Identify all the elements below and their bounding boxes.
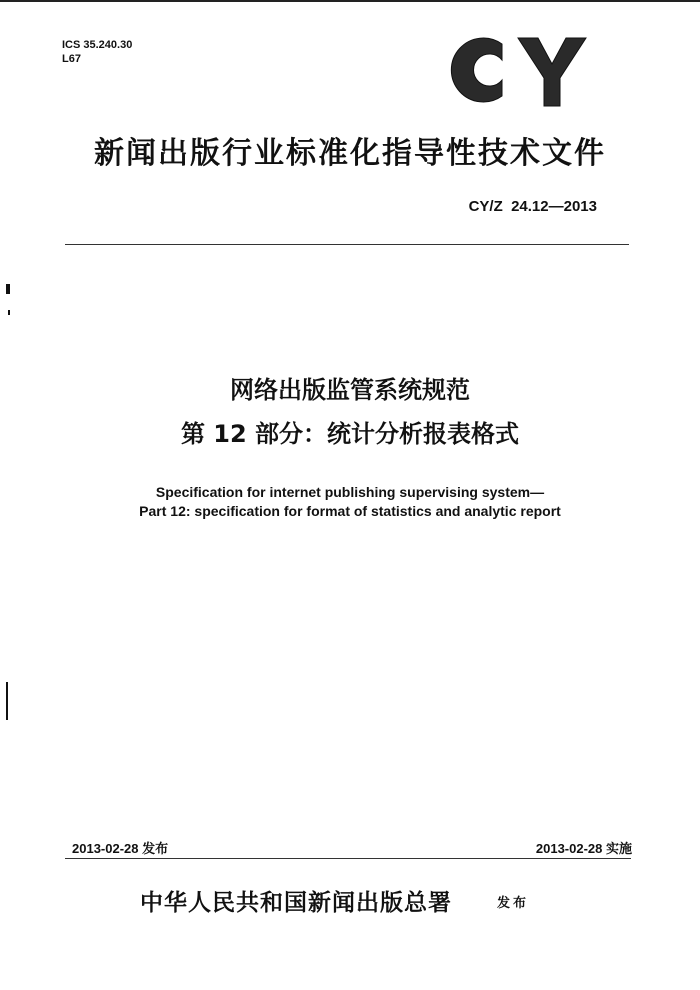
title-english-part: Part 12: specification for format of statistics and analytic report — [139, 503, 561, 519]
document-series-title: 新闻出版行业标准化指导性技术文件 — [94, 136, 606, 171]
title-chinese-part: 第 12 部分：统计分析报表格式 — [180, 420, 520, 448]
issuing-authority: 中华人民共和国新闻出版总署 — [140, 889, 452, 916]
classification-codes — [62, 38, 132, 66]
top-border — [0, 0, 700, 2]
standard-number: CY/Z 24.12—2013 — [468, 198, 597, 215]
scan-artifact — [6, 284, 10, 294]
release-date: 2013-02-28 发布 — [72, 841, 169, 856]
footer-divider — [65, 858, 631, 859]
ics-code: ICS 35.240.30 — [62, 39, 133, 51]
issuer-action-label: 发布 — [497, 896, 530, 911]
implementation-date: 2013-02-28 实施 — [535, 841, 632, 856]
header-divider — [65, 244, 629, 245]
cy-logo — [440, 30, 590, 110]
scan-artifact — [6, 682, 8, 720]
title-english-main: Specification for internet publishing supervising system— — [155, 484, 545, 500]
scan-artifact — [8, 310, 10, 315]
cy-logo-mark — [440, 30, 590, 110]
ccs-code: L67 — [62, 53, 81, 65]
title-chinese-main: 网络出版监管系统规范 — [230, 376, 470, 404]
